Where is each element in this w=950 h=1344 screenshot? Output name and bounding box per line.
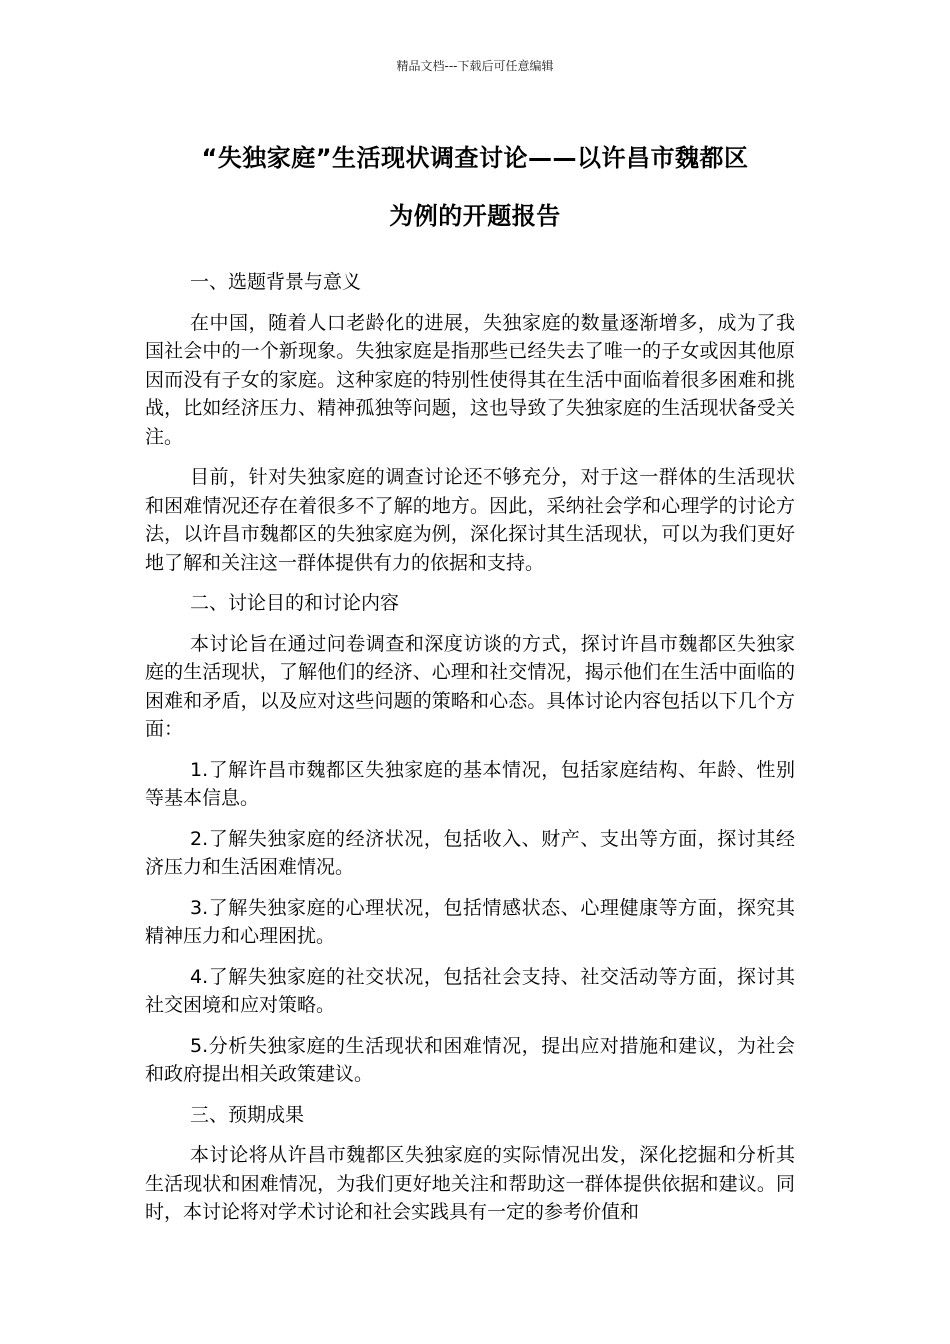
list-item: 2.了解失独家庭的经济状况，包括收入、财产、支出等方面，探讨其经济压力和生活困难情况。 [145, 827, 795, 878]
document-title-line-1: “失独家庭”生活现状调查讨论——以许昌市魏都区 [201, 144, 749, 172]
section-heading-purpose: 二、讨论目的和讨论内容 [190, 592, 400, 614]
document-body [145, 268, 795, 1239]
paragraph: 本讨论旨在通过问卷调查和深度访谈的方式，探讨许昌市魏都区失独家庭的生活现状，了解他们的经济、心理和社交情况，揭示他们在生活中面临的困难和矛盾，以及应对这些问题的策略和心态。具体讨论内容包括以下几个方面： [145, 632, 795, 740]
list-item: 1.了解许昌市魏都区失独家庭的基本情况，包括家庭结构、年龄、性别等基本信息。 [145, 758, 795, 809]
section-heading-background: 一、选题背景与意义 [190, 271, 362, 293]
page-header-note: 精品文档---下载后可任意编辑 [396, 59, 554, 73]
section-heading-outcomes: 三、预期成果 [190, 1103, 305, 1126]
document-title-line-2: 为例的开题报告 [389, 202, 561, 230]
list-item: 5.分析失独家庭的生活现状和困难情况，提出应对措施和建议，为社会和政府提出相关政策建议。 [145, 1034, 795, 1085]
paragraph: 本讨论将从许昌市魏都区失独家庭的实际情况出发，深化挖掘和分析其生活现状和困难情况，为我们更好地关注和帮助这一群体提供依据和建议。同时，本讨论将对学术讨论和社会实践具有一定的参考价值和 [145, 1144, 795, 1223]
list-item: 4.了解失独家庭的社交状况，包括社会支持、社交活动等方面，探讨其社交困境和应对策略。 [145, 965, 795, 1016]
paragraph: 目前，针对失独家庭的调查讨论还不够充分，对于这一群体的生活现状和困难情况还存在着很多不了解的地方。因此，采纳社会学和心理学的讨论方法，以许昌市魏都区的失独家庭为例，深化探讨其生活现状，可以为我们更好地了解和关注这一群体提供有力的依据和支持。 [145, 466, 795, 574]
list-item: 3.了解失独家庭的心理状况，包括情感状态、心理健康等方面，探究其精神压力和心理困扰。 [145, 896, 795, 947]
paragraph: 在中国，随着人口老龄化的进展，失独家庭的数量逐渐增多，成为了我国社会中的一个新现象。失独家庭是指那些已经失去了唯一的子女或因其他原因而没有子女的家庭。这种家庭的特别性使得其在生活中面临着很多困难和挑战，比如经济压力、精神孤独等问题，这也导致了失独家庭的生活现状备受关注。 [145, 311, 795, 448]
